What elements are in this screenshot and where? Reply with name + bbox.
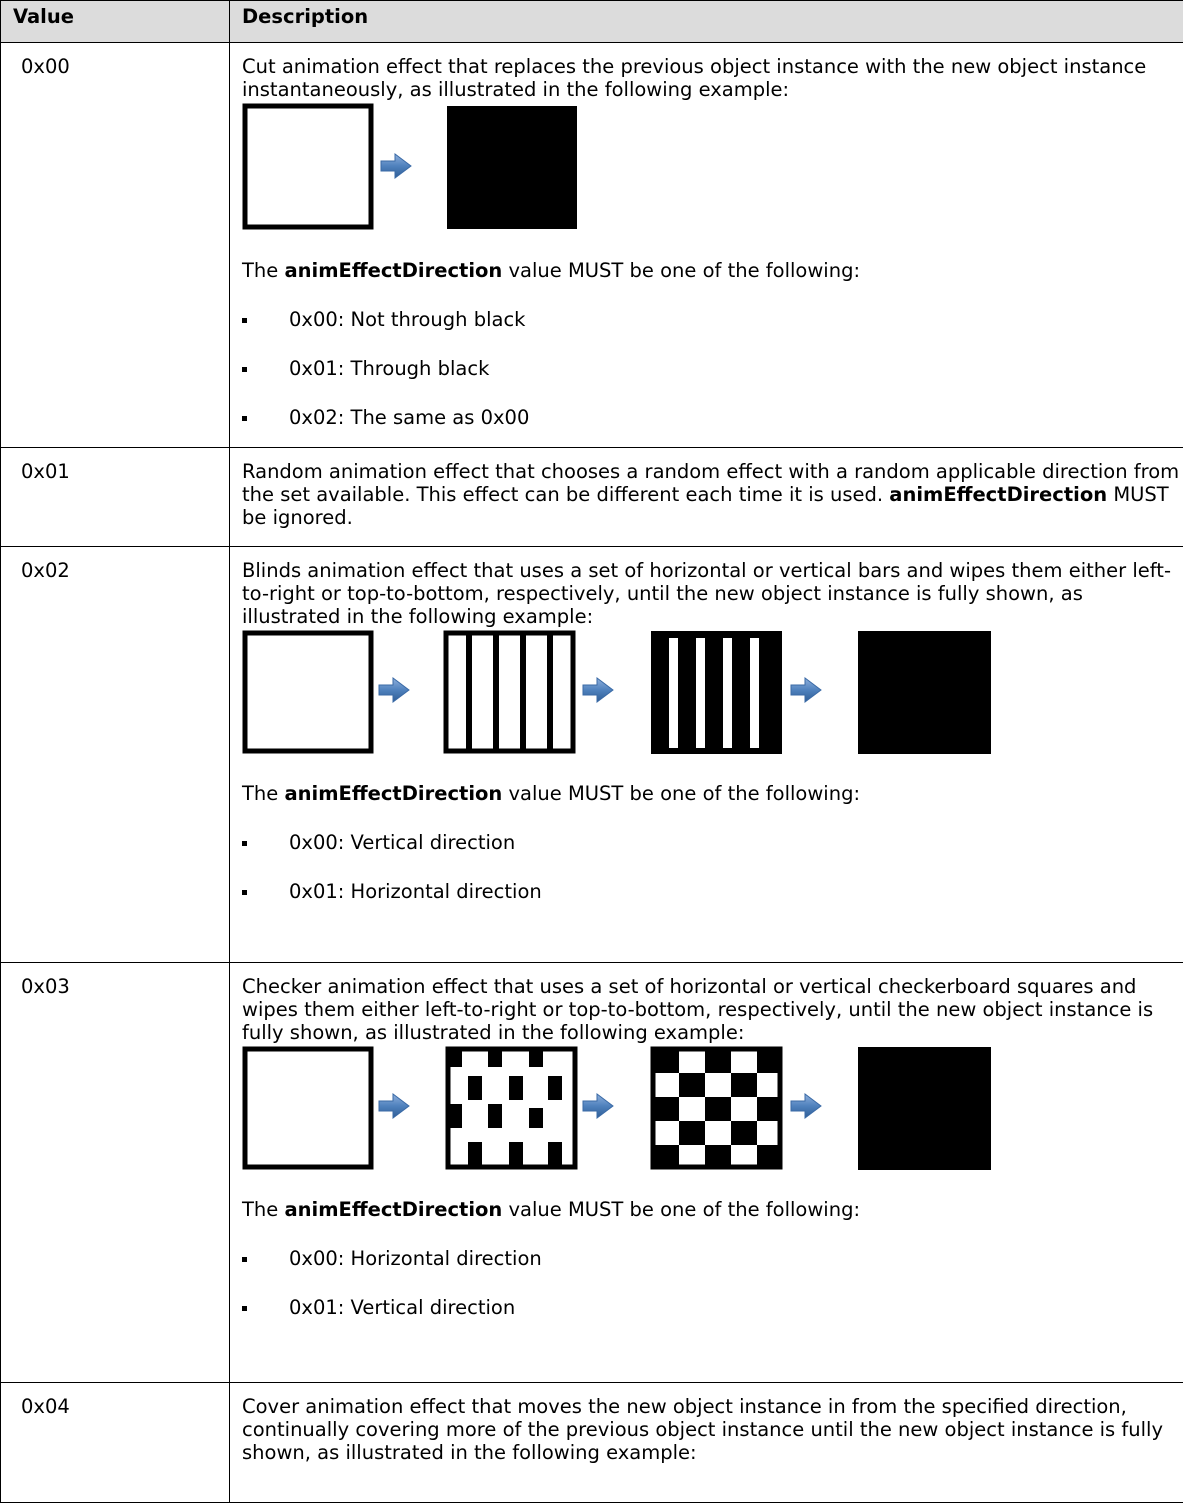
row-description — [230, 963, 1183, 1383]
table-row — [1, 547, 1183, 963]
arrow-icon — [379, 678, 409, 702]
direction-options — [242, 308, 1183, 429]
direction-options — [242, 1247, 1183, 1319]
row-value: 0x02 — [1, 547, 230, 963]
list-item: 0x01: Horizontal direction — [242, 880, 1183, 903]
new-instance-box — [858, 631, 991, 754]
row-value: 0x03 — [1, 963, 230, 1383]
blinds-step-1 — [446, 633, 573, 751]
previous-instance-box — [245, 1049, 371, 1167]
direction-options — [242, 831, 1183, 903]
checker-step-2 — [653, 1049, 780, 1167]
row-description — [230, 1383, 1183, 1503]
arrow-icon — [791, 1094, 821, 1118]
row-value: 0x00 — [1, 43, 230, 448]
header-value: Value — [1, 1, 230, 43]
row-value: 0x04 — [1, 1383, 230, 1503]
blinds-step-2 — [651, 631, 782, 754]
cut-effect-illustration — [241, 103, 581, 233]
header-description: Description — [230, 1, 1183, 43]
previous-instance-box — [245, 106, 371, 227]
list-item: 0x00: Horizontal direction — [242, 1247, 1183, 1270]
row-description — [230, 547, 1183, 963]
direction-intro: The animEffectDirection value MUST be one of the following: — [242, 1198, 1183, 1221]
list-item: 0x00: Vertical direction — [242, 831, 1183, 854]
header-row — [1, 1, 1183, 43]
previous-instance-box — [245, 633, 371, 751]
row-description — [230, 43, 1183, 448]
arrow-icon — [583, 678, 613, 702]
checker-step-1 — [448, 1047, 575, 1167]
list-item: 0x01: Through black — [242, 357, 1183, 380]
description-text: Checker animation effect that uses a set of horizontal or vertical checkerboard squares and wipes them either left-to-right or top-to-bottom, respectively, until the new object instance is fully shown, as illustrated in the following example: — [242, 975, 1183, 1044]
list-item: 0x01: Vertical direction — [242, 1296, 1183, 1319]
arrow-icon — [583, 1094, 613, 1118]
description-text: Cover animation effect that moves the new object instance in from the specified direction, continually covering more of the previous object instance until the new object instance is fully shown, as illustrated in the following example: — [242, 1395, 1183, 1464]
new-instance-box — [858, 1047, 991, 1170]
new-instance-box — [447, 106, 577, 229]
table-row — [1, 43, 1183, 448]
list-item: 0x00: Not through black — [242, 308, 1183, 331]
list-item: 0x02: The same as 0x00 — [242, 406, 1183, 429]
description-text: Cut animation effect that replaces the previous object instance with the new object instance instantaneously, as illustrated in the following example: — [242, 55, 1183, 101]
checker-effect-illustration — [241, 1046, 1001, 1172]
table-row — [1, 963, 1183, 1383]
table-row — [1, 1383, 1183, 1503]
table-row — [1, 448, 1183, 547]
row-description — [230, 448, 1183, 547]
blinds-effect-illustration — [241, 630, 1001, 756]
direction-intro: The animEffectDirection value MUST be one of the following: — [242, 259, 1183, 282]
arrow-icon — [791, 678, 821, 702]
direction-intro: The animEffectDirection value MUST be one of the following: — [242, 782, 1183, 805]
arrow-icon — [379, 1094, 409, 1118]
arrow-icon — [381, 154, 411, 178]
description-text: Random animation effect that chooses a random effect with a random applicable direction from the set available. This effect can be different each time it is used. animEffectDirection MUST be ignored. — [242, 460, 1183, 529]
row-value: 0x01 — [1, 448, 230, 547]
description-text: Blinds animation effect that uses a set of horizontal or vertical bars and wipes them either left-to-right or top-to-bottom, respectively, until the new object instance is fully shown, as illustrated in the following example: — [242, 559, 1183, 628]
